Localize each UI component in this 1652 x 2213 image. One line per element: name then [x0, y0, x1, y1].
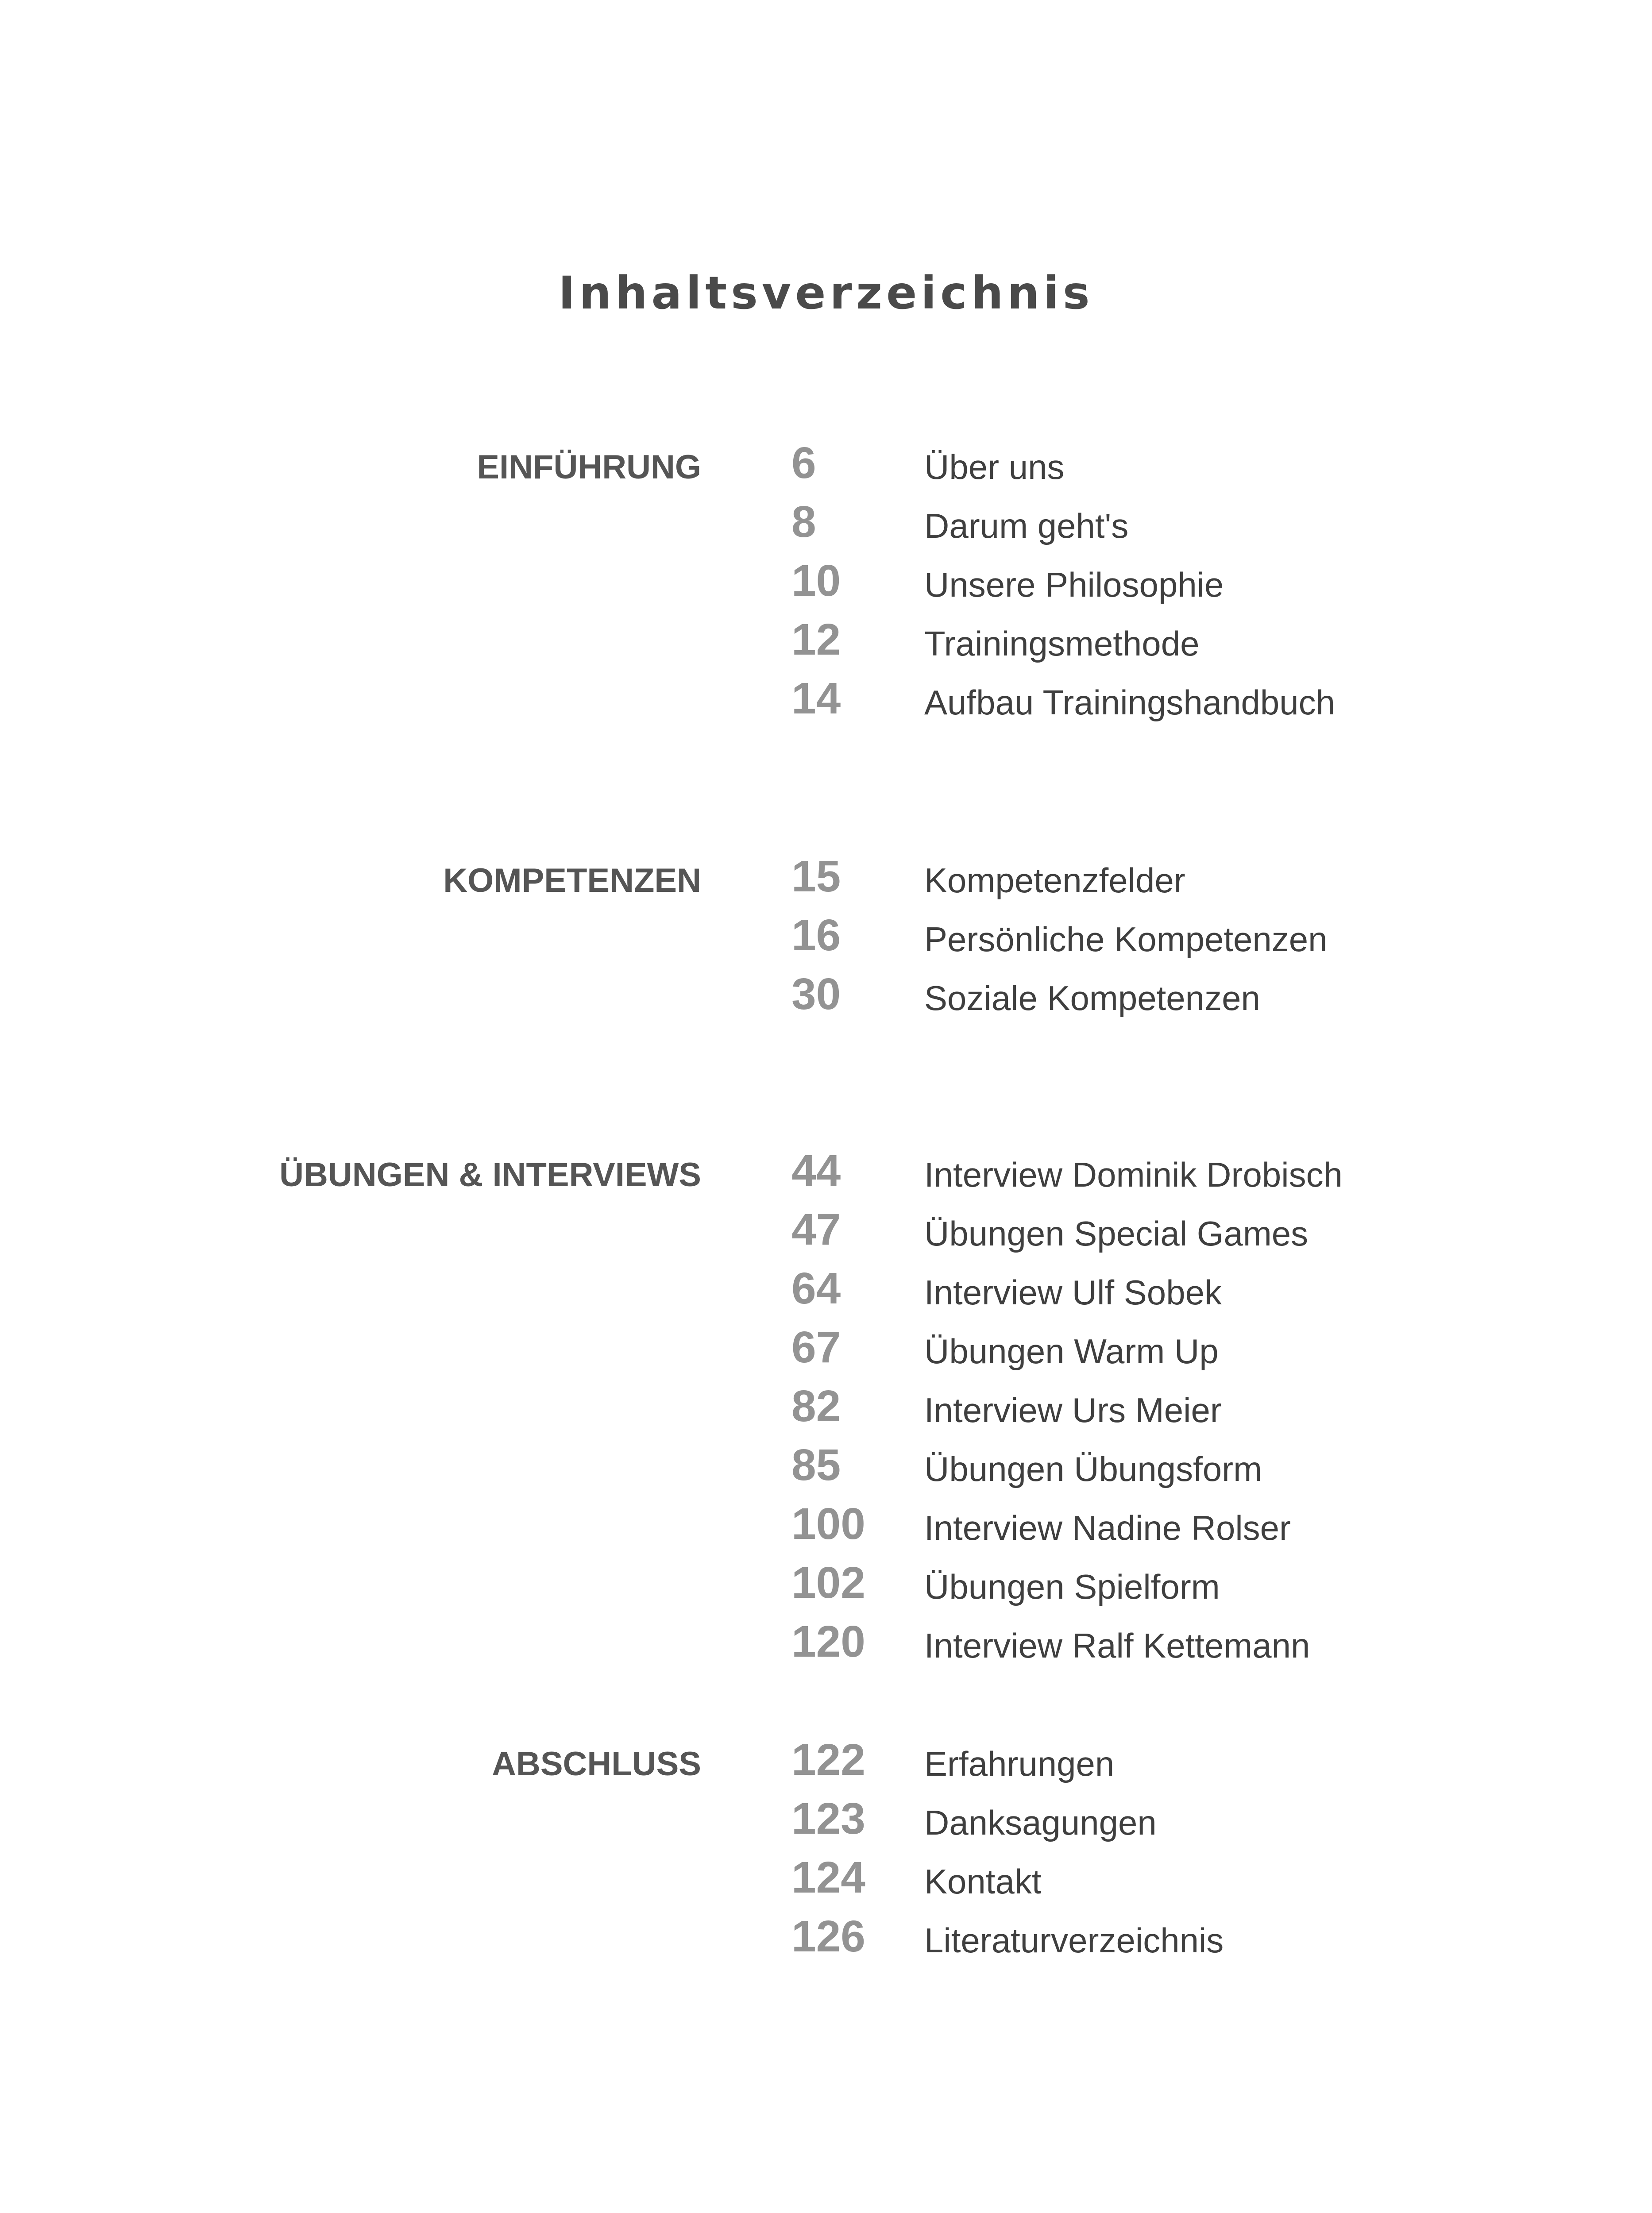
entry-page-number: 124: [791, 1853, 865, 1902]
section-label: EINFÜHRUNG: [477, 448, 701, 486]
entry-page-number: 16: [791, 910, 841, 960]
entry-title: Übungen Spielform: [924, 1567, 1220, 1606]
entry-title: Erfahrungen: [924, 1744, 1115, 1783]
entry-page-number: 12: [791, 615, 841, 664]
entry-title: Übungen Übungsform: [924, 1450, 1262, 1488]
section-label: KOMPETENZEN: [443, 862, 701, 899]
entry-page-number: 14: [791, 674, 841, 723]
entry-title: Literaturverzeichnis: [924, 1921, 1224, 1960]
entry-page-number: 67: [791, 1322, 841, 1372]
entry-page-number: 47: [791, 1205, 841, 1254]
entry-title: Persönliche Kompetenzen: [924, 920, 1328, 959]
entry-page-number: 6: [791, 438, 816, 488]
entry-title: Kompetenzfelder: [924, 861, 1185, 900]
entry-page-number: 102: [791, 1558, 865, 1608]
entry-page-number: 123: [791, 1794, 865, 1843]
entry-title: Interview Ralf Kettemann: [924, 1626, 1310, 1665]
entry-title: Übungen Special Games: [924, 1214, 1308, 1253]
entry-page-number: 82: [791, 1381, 841, 1431]
entry-title: Übungen Warm Up: [924, 1332, 1219, 1371]
entry-page-number: 15: [791, 852, 841, 901]
section-label: ÜBUNGEN & INTERVIEWS: [279, 1156, 701, 1194]
entry-page-number: 10: [791, 556, 841, 605]
entry-title: Interview Nadine Rolser: [924, 1508, 1291, 1547]
entry-title: Soziale Kompetenzen: [924, 979, 1260, 1018]
entry-title: Interview Ulf Sobek: [924, 1273, 1222, 1312]
section-label: ABSCHLUSS: [492, 1745, 701, 1783]
entry-title: Kontakt: [924, 1862, 1042, 1901]
entry-page-number: 30: [791, 969, 841, 1019]
page-title: Inhaltsverzeichnis: [558, 267, 1094, 320]
entry-page-number: 126: [791, 1912, 865, 1961]
entry-page-number: 85: [791, 1440, 841, 1490]
entry-title: Aufbau Trainingshandbuch: [924, 683, 1335, 722]
entry-page-number: 64: [791, 1264, 841, 1313]
entry-page-number: 100: [791, 1499, 865, 1549]
entry-title: Interview Urs Meier: [924, 1391, 1222, 1430]
entry-title: Trainingsmethode: [924, 624, 1200, 663]
entry-title: Unsere Philosophie: [924, 565, 1224, 604]
entry-page-number: 44: [791, 1146, 841, 1195]
entry-title: Interview Dominik Drobisch: [924, 1155, 1343, 1194]
entry-page-number: 120: [791, 1617, 865, 1666]
entry-page-number: 8: [791, 497, 816, 547]
entry-title: Über uns: [924, 447, 1065, 486]
entry-title: Danksagungen: [924, 1803, 1157, 1842]
entry-page-number: 122: [791, 1735, 865, 1785]
entry-title: Darum geht's: [924, 506, 1129, 545]
